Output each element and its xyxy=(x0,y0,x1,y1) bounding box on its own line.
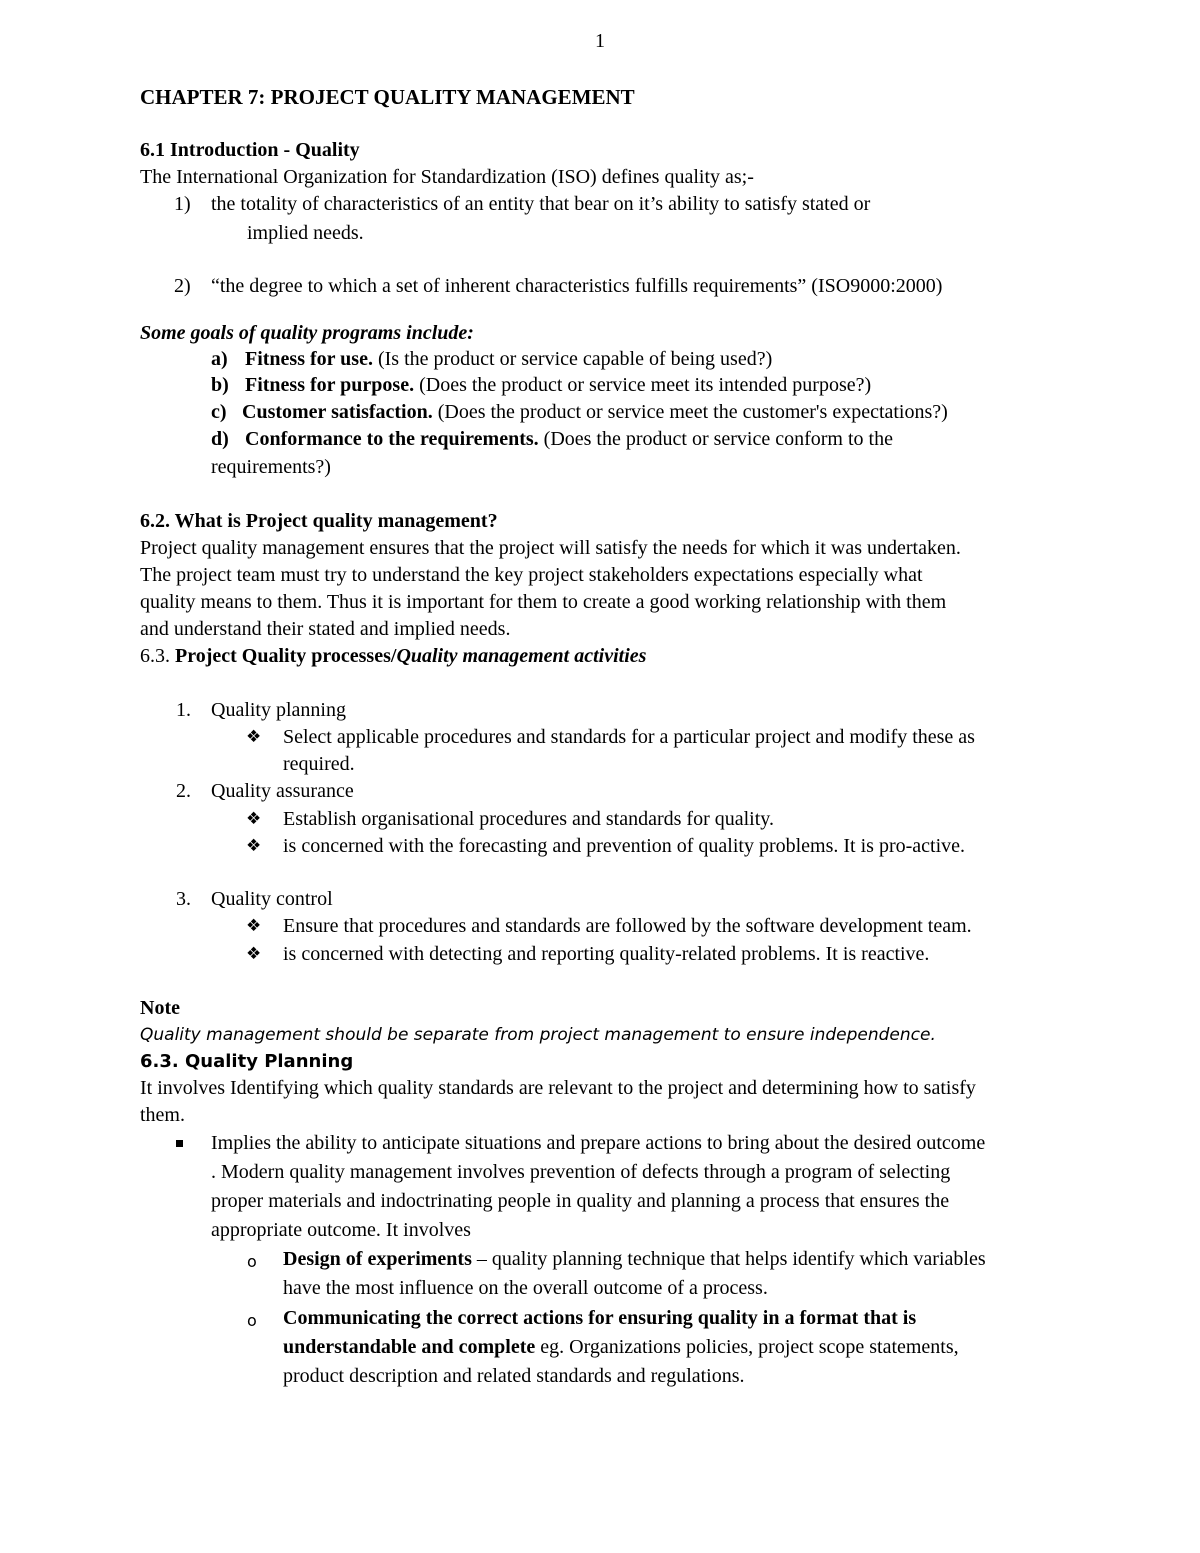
note-text: Quality management should be separate from project management to ensure independence. xyxy=(140,1025,936,1045)
section-6-2-line-3: quality means to them. Thus it is important for them to create a good working relationship with them xyxy=(140,591,947,613)
quality-planning-line-1: It involves Identifying which quality standards are relevant to the project and determining how to satisfy xyxy=(140,1077,976,1099)
quality-planning-line-2: them. xyxy=(140,1104,185,1126)
goal-title: Fitness for use. xyxy=(245,348,373,370)
goal-description: (Does the product or service conform to the xyxy=(538,428,893,450)
goal-marker: b) xyxy=(211,374,229,396)
bullet-line-4: appropriate outcome. It involves xyxy=(211,1219,471,1241)
sub-bullet-2-text: eg. Organizations policies, project scope statements, xyxy=(535,1336,959,1358)
section-6-2-line-1: Project quality management ensures that the project will satisfy the needs for which it was undertaken. xyxy=(140,537,961,559)
page-number: 1 xyxy=(595,30,605,52)
diamond-bullet-icon: ❖ xyxy=(246,727,262,747)
process-3-marker: 3. xyxy=(176,888,191,910)
heading-bold-part: Project Quality processes/ xyxy=(175,645,397,667)
goal-item-d xyxy=(211,426,893,453)
section-6-3-processes-heading xyxy=(140,643,646,670)
section-6-2-line-4: and understand their stated and implied needs. xyxy=(140,618,511,640)
process-2-bullet-1: Establish organisational procedures and standards for quality. xyxy=(283,808,774,830)
process-3-label: Quality control xyxy=(211,888,333,910)
process-2-label: Quality assurance xyxy=(211,780,354,802)
goal-description: (Does the product or service meet the customer's expectations?) xyxy=(432,401,948,423)
section-6-1-heading: 6.1 Introduction - Quality xyxy=(140,139,360,161)
process-3-bullet-1: Ensure that procedures and standards are followed by the software development team. xyxy=(283,915,972,937)
bullet-line-1: Implies the ability to anticipate situations and prepare actions to bring about the desired outcome xyxy=(211,1132,986,1154)
goal-item-a xyxy=(211,346,772,373)
heading-bold-italic-part: Quality management activities xyxy=(396,645,647,667)
sub-bullet-1-title: Design of experiments xyxy=(283,1248,472,1270)
goal-title: Customer satisfaction. xyxy=(242,401,433,423)
goals-heading: Some goals of quality programs include: xyxy=(140,322,474,344)
bullet-line-2: . Modern quality management involves prevention of defects through a program of selecting xyxy=(211,1161,951,1183)
process-1-bullet-1-line-2: required. xyxy=(283,753,355,775)
sub-bullet-1-text: – quality planning technique that helps identify which variables xyxy=(471,1248,986,1270)
diamond-bullet-icon: ❖ xyxy=(246,836,262,856)
diamond-bullet-icon: ❖ xyxy=(246,944,262,964)
process-2-bullet-2: is concerned with the forecasting and prevention of quality problems. It is pro-active. xyxy=(283,835,966,857)
note-heading: Note xyxy=(140,997,180,1019)
process-1-bullet-1-line-1: Select applicable procedures and standards for a particular project and modify these as xyxy=(283,726,975,748)
sub-bullet-2-line-2 xyxy=(283,1334,959,1361)
diamond-bullet-icon: ❖ xyxy=(246,809,262,829)
goal-description: (Is the product or service capable of being used?) xyxy=(372,348,773,370)
process-1-label: Quality planning xyxy=(211,699,346,721)
circle-bullet-icon: o xyxy=(247,1311,257,1330)
goal-item-b xyxy=(211,372,871,399)
section-6-2-line-2: The project team must try to understand the key project stakeholders expectations especially what xyxy=(140,564,923,586)
goal-description: (Does the product or service meet its intended purpose?) xyxy=(414,374,872,396)
square-bullet-icon xyxy=(176,1129,183,1156)
goal-marker: a) xyxy=(211,348,228,370)
sub-bullet-2-line-1: Communicating the correct actions for ensuring quality in a format that is xyxy=(283,1307,917,1329)
section-number: 6.3. xyxy=(140,645,175,667)
section-6-3-quality-planning-heading: 6.3. Quality Planning xyxy=(140,1051,354,1072)
chapter-title: CHAPTER 7: PROJECT QUALITY MANAGEMENT xyxy=(140,85,635,109)
goal-item-d-continuation: requirements?) xyxy=(211,456,331,478)
definition-1-line-1: the totality of characteristics of an entity that bear on it’s ability to satisfy stated or xyxy=(211,193,871,215)
goal-marker: d) xyxy=(211,428,229,450)
definition-1-line-2: implied needs. xyxy=(247,222,364,244)
diamond-bullet-icon: ❖ xyxy=(246,916,262,936)
goal-title: Fitness for purpose. xyxy=(245,374,415,396)
definition-2: “the degree to which a set of inherent characteristics fulfills requirements” (ISO9000:2000) xyxy=(211,275,943,297)
goal-item-c xyxy=(211,399,948,426)
section-6-2-heading: 6.2. What is Project quality management? xyxy=(140,510,498,532)
process-1-marker: 1. xyxy=(176,699,191,721)
bullet-line-3: proper materials and indoctrinating people in quality and planning a process that ensures the xyxy=(211,1190,950,1212)
sub-bullet-2-bold: understandable and complete xyxy=(283,1336,536,1358)
process-2-marker: 2. xyxy=(176,780,191,802)
sub-bullet-2-line-3: product description and related standards and regulations. xyxy=(283,1365,745,1387)
section-6-1-intro: The International Organization for Standardization (ISO) defines quality as;- xyxy=(140,166,754,188)
sub-bullet-1-line-1 xyxy=(283,1246,986,1273)
definition-2-marker: 2) xyxy=(174,275,191,297)
goal-title: Conformance to the requirements. xyxy=(245,428,539,450)
process-3-bullet-2: is concerned with detecting and reporting quality-related problems. It is reactive. xyxy=(283,943,930,965)
goal-marker: c) xyxy=(211,401,227,423)
circle-bullet-icon: o xyxy=(247,1252,257,1271)
sub-bullet-1-line-2: have the most influence on the overall outcome of a process. xyxy=(283,1277,768,1299)
definition-1-marker: 1) xyxy=(174,193,191,215)
